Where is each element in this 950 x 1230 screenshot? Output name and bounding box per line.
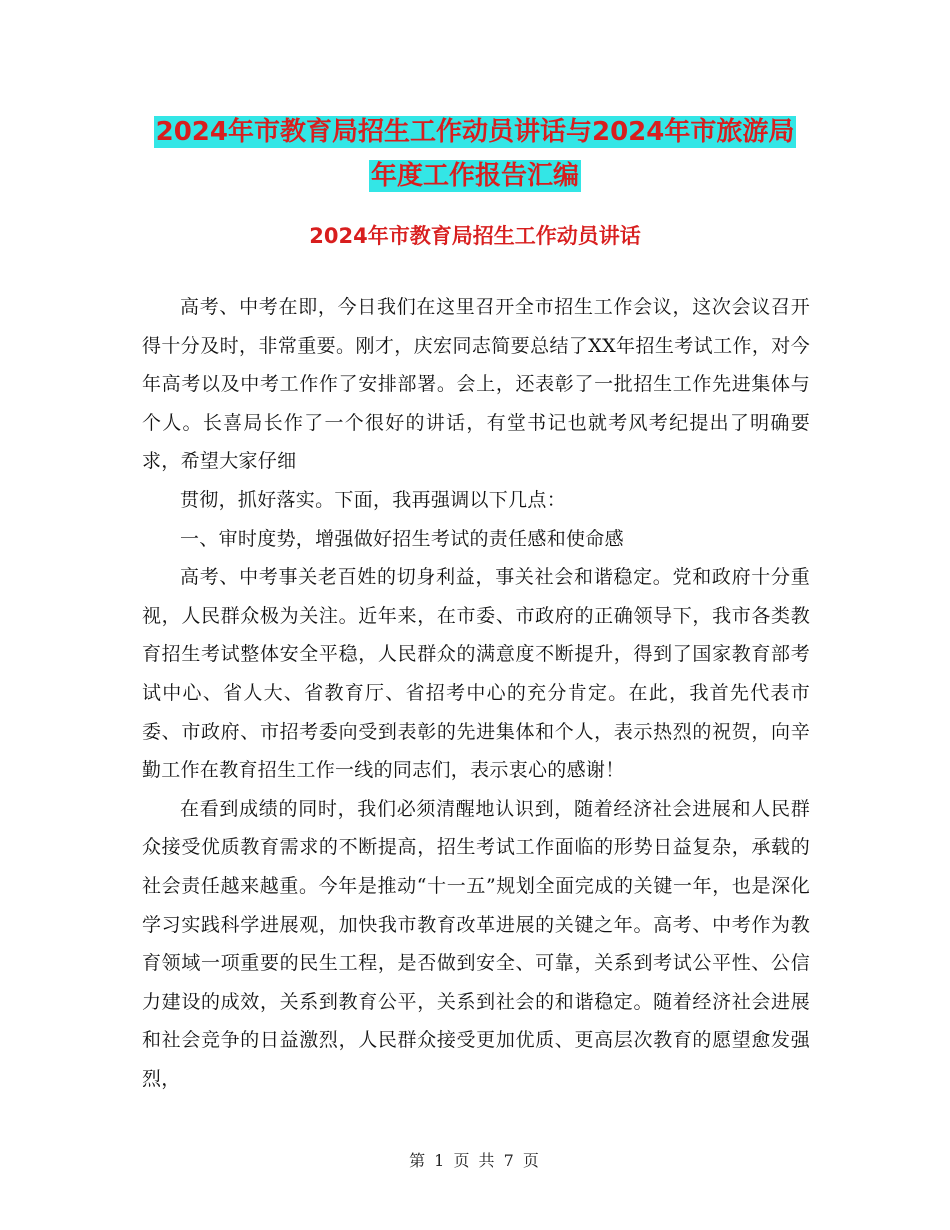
document-title-line-2: 年度工作报告汇编 [370,161,579,191]
page-footer: 第 1 页 共 7 页 [409,1151,541,1170]
paragraph: 贯彻，抓好落实。下面，我再强调以下几点： [180,488,567,511]
section-title: 2024年市教育局招生工作动员讲话 [309,224,641,248]
paragraph: 在看到成绩的同时，我们必须清醒地认识到，随着经济社会进展和人民群众接受优质教育需求的不断提高，招生考试工作面临的形势日益复杂，承载的社会责任越来越重。今年是推动“十一五”规划全面完成的关键一年，也是深化学习实践科学进展观，加快我市教育改革进展的关键之年。高考、中考作为教育领域一项重要的民生工程，是否做到安全、可靠，关系到考试公平性、公信力建设的成效，关系到教育公平，关系到社会的和谐稳定。随着经济社会进展和社会竞争的日益激烈，人民群众接受更加优质、更高层次教育的愿望愈发强烈， [142,797,810,1090]
document-title-line-1: 2024年市教育局招生工作动员讲话与2024年市旅游局 [155,117,795,147]
paragraph-heading: 一、审时度势，增强做好招生考试的责任感和使命感 [180,527,624,550]
paragraph: 高考、中考在即，今日我们在这里召开全市招生工作会议，这次会议召开得十分及时，非常重要。刚才，庆宏同志简要总结了XX年招生考试工作，对今年高考以及中考工作作了安排部署。会上，还表彰了一批招生工作先进集体与个人。长喜局长作了一个很好的讲话，有堂书记也就考风考纪提出了明确要求，希望大家仔细 [142,296,810,473]
body-text [142,288,810,1098]
paragraph: 高考、中考事关老百姓的切身利益，事关社会和谐稳定。党和政府十分重视，人民群众极为关注。近年来，在市委、市政府的正确领导下，我市各类教育招生考试整体安全平稳，人民群众的满意度不断提升，得到了国家教育部考试中心、省人大、省教育厅、省招考中心的充分肯定。在此，我首先代表市委、市政府、市招考委向受到表彰的先进集体和个人，表示热烈的祝贺，向辛勤工作在教育招生工作一线的同志们，表示衷心的感谢！ [142,566,810,782]
